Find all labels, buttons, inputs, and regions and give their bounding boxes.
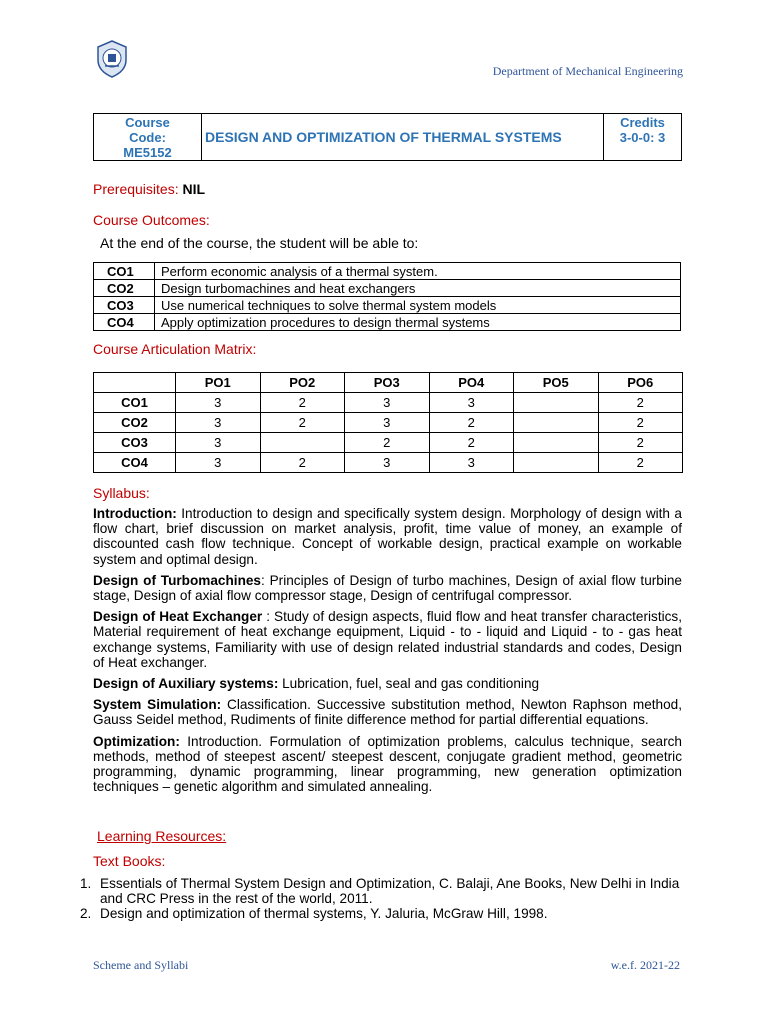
footer-right: w.e.f. 2021-22: [610, 958, 680, 972]
table-row: CO4 Apply optimization procedures to design thermal systems: [94, 314, 681, 331]
textbook-list: [80, 876, 682, 922]
course-title: DESIGN AND OPTIMIZATION OF THERMAL SYSTEMS: [202, 114, 604, 160]
syllabus-section: Introduction: Introduction to design and specifically system design. Morphology of design with a flow chart, brief discussion on market analysis, profit, time value of money, an example of discounted cash flow technique. Concept of workable design, practical example on workable system and optimal design.: [93, 506, 682, 567]
table-row: CO4 3 2 3 3 2: [94, 453, 683, 473]
syllabus-section: Design of Heat Exchanger : Study of design aspects, fluid flow and heat transfer characteristics, Material requirement of heat exchange equipment, Liquid - to - liquid and Liquid - to - gas heat exchange systems, Familiarity with use of design related industrial standards and codes, Design of Heat exchanger.: [93, 609, 682, 670]
institute-logo: [95, 40, 129, 78]
department-name: Department of Mechanical Engineering: [492, 64, 683, 78]
prerequisites: Prerequisites: NIL: [93, 181, 206, 197]
syllabus-section: Optimization: Introduction. Formulation of optimization problems, calculus technique, search methods, method of steepest ascent/ steepest descent, conjugate gradient method, geometric programming, dynamic programming, linear programming, new generation optimization techniques – genetic algorithm and simulated annealing.: [93, 733, 682, 795]
learning-resources-heading: Learning Resources:: [97, 828, 227, 844]
syllabus-section: Design of Auxiliary systems: Lubrication, fuel, seal and gas conditioning: [93, 676, 540, 692]
matrix-heading: Course Articulation Matrix:: [93, 341, 257, 357]
table-row: CO2 Design turbomachines and heat exchangers: [94, 280, 681, 297]
table-row: CO1 Perform economic analysis of a thermal system.: [94, 263, 681, 280]
table-row: CO2 3 2 3 2 2: [94, 413, 683, 433]
table-row: CO3 Use numerical techniques to solve thermal system models: [94, 297, 681, 314]
course-header: [93, 113, 682, 161]
outcomes-intro: At the end of the course, the student will be able to:: [100, 235, 419, 251]
syllabus-section: System Simulation: Classification. Successive substitution method, Newton Raphson method, Gauss Seidel method, Rudiments of finite difference method for partial differential equations.: [93, 697, 682, 728]
footer-left: Scheme and Syllabi: [93, 958, 189, 972]
course-code: Course Code: ME5152: [94, 114, 202, 160]
articulation-matrix: [93, 372, 683, 473]
syllabus-body: [93, 506, 682, 800]
syllabus-heading: Syllabus:: [93, 485, 150, 501]
course-credits: Credits 3-0-0: 3: [619, 115, 666, 145]
syllabus-section: Design of Turbomachines: Principles of Design of turbo machines, Design of axial flow turbine stage, Design of axial flow compressor stage, Design of centrifugal compressor.: [93, 572, 682, 604]
outcomes-heading: Course Outcomes:: [93, 212, 210, 228]
table-row: CO3 3 2 2 2: [94, 433, 683, 453]
textbooks-heading: Text Books:: [93, 853, 166, 869]
table-row: CO1 3 2 3 3 2: [94, 393, 683, 413]
list-item: 2. Design and optimization of thermal systems, Y. Jaluria, McGraw Hill, 1998.: [80, 906, 548, 922]
prerequisites-value: NIL: [182, 181, 206, 197]
list-item: 1. Essentials of Thermal System Design and Optimization, C. Balaji, Ane Books, New Delhi in India and CRC Press in the rest of the world, 2011.: [80, 876, 680, 907]
outcomes-table: [93, 262, 681, 331]
table-header-row: PO1 PO2 PO3 PO4 PO5 PO6: [94, 373, 683, 393]
